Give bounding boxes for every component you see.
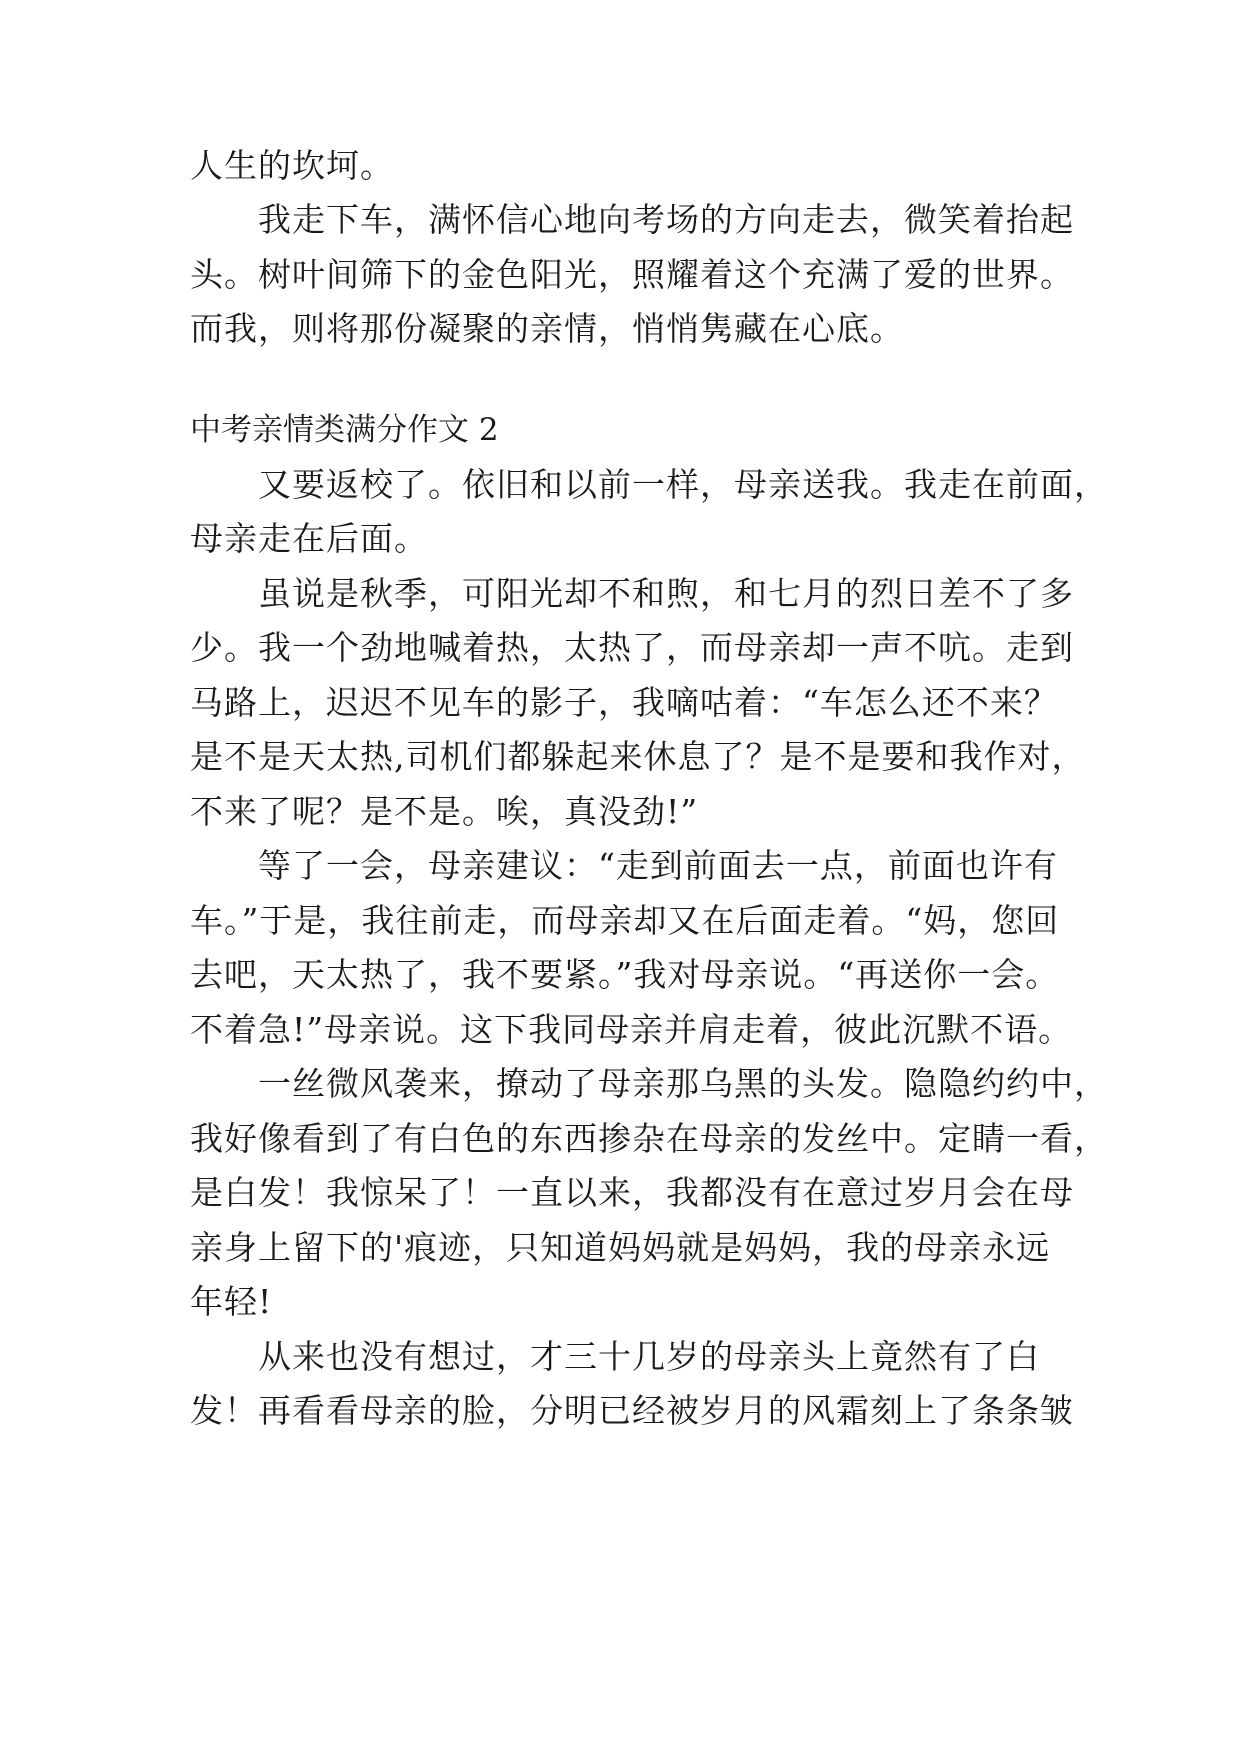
text-line: 不来了呢？是不是。唉，真没劲!” [190,792,699,831]
paragraph-start-line: 从来也没有想过，才三十几岁的母亲头上竟然有了白 [258,1337,1040,1376]
text-line: 不着急!”母亲说。这下我同母亲并肩走着，彼此沉默不语。 [190,1010,1073,1049]
paragraph-start-line: 又要返校了。依旧和以前一样，母亲送我。我走在前面， [258,465,1108,504]
section-heading: 中考亲情类满分作文 2 [190,412,499,448]
text-line: 马路上，迟迟不见车的影子，我嘀咕着：“车怎么还不来？ [190,683,1058,722]
text-line: 年轻! [190,1282,273,1321]
text-line: 是不是天太热,司机们都躲起来休息了？是不是要和我作对， [190,737,1086,776]
text-line: 我好像看到了有白色的东西掺杂在母亲的发丝中。定睛一看， [190,1119,1108,1158]
text-line: 母亲走在后面。 [190,519,428,558]
paragraph-start-line: 我走下车，满怀信心地向考场的方向走去，微笑着抬起 [258,200,1074,239]
text-line: 车。”于是，我往前走，而母亲却又在后面走着。“妈，您回 [190,901,1060,940]
paragraph-start-line: 一丝微风袭来，撩动了母亲那乌黑的头发。隐隐约约中， [258,1064,1108,1103]
paragraph-start-line: 虽说是秋季，可阳光却不和煦，和七月的烈日差不了多 [258,574,1074,613]
text-line: 是白发！我惊呆了！一直以来，我都没有在意过岁月会在母 [190,1173,1074,1212]
text-line: 去吧，天太热了，我不要紧。”我对母亲说。“再送你一会。 [190,955,1060,994]
text-line: 头。树叶间筛下的金色阳光，照耀着这个充满了爱的世界。 [190,255,1074,294]
text-line: 少。我一个劲地喊着热，太热了，而母亲却一声不吭。走到 [190,628,1074,667]
text-line: 亲身上留下的'痕迹，只知道妈妈就是妈妈，我的母亲永远 [190,1228,1051,1267]
paragraph-start-line: 等了一会，母亲建议：“走到前面去一点，前面也许有 [258,846,1058,885]
text-line: 而我，则将那份凝聚的亲情，悄悄隽藏在心底。 [190,309,904,348]
text-line: 发！再看看母亲的脸，分明已经被岁月的风霜刻上了条条皱 [190,1391,1074,1430]
text-line: 人生的坎坷。 [190,146,394,185]
